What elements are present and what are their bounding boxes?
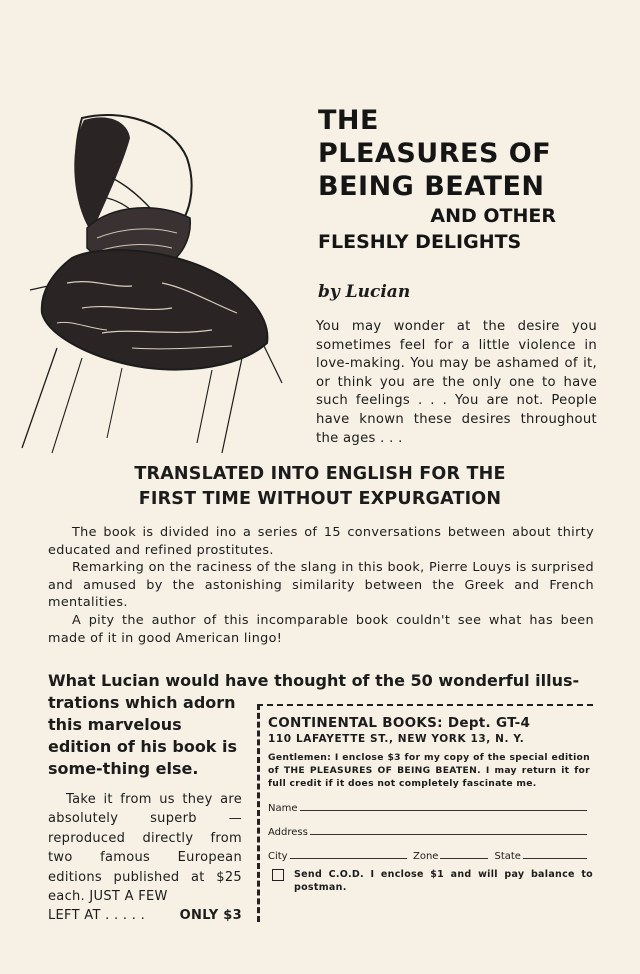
headline-line-2: FIRST TIME WITHOUT EXPURGATION — [138, 489, 502, 509]
offer-paragraph: Take it from us they are absolutely superb — reproduced directly from two famous European editions published at $25 each. JUST A FEW — [48, 792, 242, 905]
left-at-label: LEFT AT . . . . . — [48, 908, 146, 924]
book-title — [318, 104, 556, 255]
body-paragraph-2: Remarking on the raciness of the slang in this book, Pierre Louys is surprised and amused by the astonishing similarity between the Greek and French mentalities. — [48, 560, 594, 611]
cod-checkbox[interactable] — [272, 869, 284, 881]
city-line[interactable] — [290, 858, 407, 859]
cod-text: Send C.O.D. I enclose $1 and will pay balance to postman. — [294, 869, 593, 893]
offer-price: ONLY $3 — [179, 908, 242, 924]
name-field[interactable] — [268, 796, 593, 814]
state-label: State — [494, 851, 521, 862]
illustrations-continuation: trations which adorn this marvelous edition of his book is some-thing else. — [48, 693, 238, 778]
state-line[interactable] — [523, 858, 587, 859]
name-line[interactable] — [300, 810, 587, 811]
body-paragraph-1: The book is divided ino a series of 15 conversations between about thirty educated and refined prostitutes. — [48, 525, 594, 558]
title-line-4: AND OTHER — [430, 205, 556, 227]
headline-line-1: TRANSLATED INTO ENGLISH FOR THE — [134, 464, 506, 484]
offer-text — [48, 790, 242, 926]
zone-label: Zone — [413, 851, 439, 862]
coupon-text: Gentlemen: I enclose $3 for my copy of the special edition of THE PLEASURES OF BEING BEATEN. I may return it for full credit if it does not completely fascinate me. — [268, 752, 590, 789]
translation-headline — [60, 462, 580, 512]
order-coupon — [257, 704, 593, 922]
city-label: City — [268, 851, 288, 862]
title-line-1: THE — [318, 105, 379, 136]
zone-line[interactable] — [440, 858, 488, 859]
address-field[interactable] — [268, 820, 593, 838]
offer-price-line — [48, 906, 242, 925]
body-text — [48, 524, 594, 647]
illustrations-line: What Lucian would have thought of the 50 wonderful illus- — [48, 671, 580, 690]
coupon-address: 110 LAFAYETTE ST., NEW YORK 13, N. Y. — [268, 733, 525, 745]
intro-paragraph: You may wonder at the desire you sometimes feel for a little violence in love-making. You may be ashamed of it, or think you are the only one to have such feelings . . . You are not. People have known these desires throughout the ages . . . — [316, 319, 597, 446]
coupon-company: CONTINENTAL BOOKS: Dept. GT-4 — [268, 715, 531, 731]
fur-muff-illustration — [12, 108, 302, 458]
title-line-5: FLESHLY DELIGHTS — [318, 231, 522, 253]
cod-option[interactable] — [268, 868, 593, 894]
name-label: Name — [268, 803, 298, 814]
body-paragraph-3: A pity the author of this incomparable book couldn't see what has been made of it in good American lingo! — [48, 612, 594, 646]
title-line-2: PLEASURES OF — [318, 138, 552, 169]
address-line[interactable] — [310, 834, 587, 835]
city-zone-state-field[interactable] — [268, 844, 593, 862]
author-byline: by Lucian — [318, 282, 411, 302]
address-label: Address — [268, 827, 308, 838]
title-line-3: BEING BEATEN — [318, 171, 545, 202]
